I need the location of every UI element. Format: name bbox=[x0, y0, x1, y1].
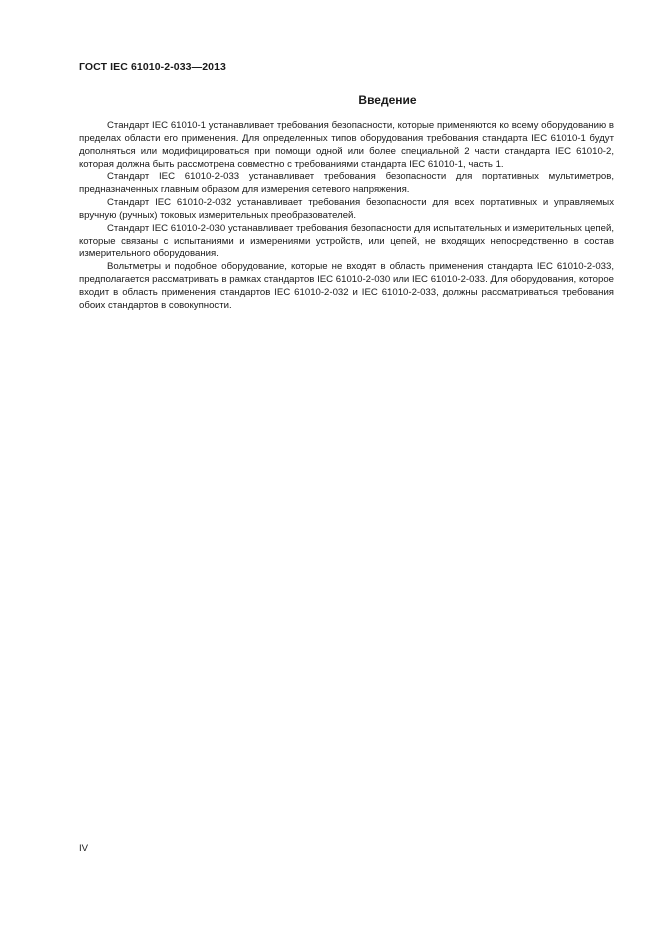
section-title: Введение bbox=[358, 93, 417, 107]
paragraph: Стандарт IEC 61010-2-030 устанавливает требования безопасности для испытательных и измерительных цепей, которые связаны с испытаниями и измерениями устройств, или цепей, не входящих непосредственно в состав измерительного оборудования. bbox=[79, 222, 614, 260]
paragraph: Вольтметры и подобное оборудование, которые не входят в область применения стандарта IEC 61010-2-033, предполагается рассматривать в рамках стандартов IEC 61010-2-030 или IEC 61010-2-033. Для оборудования, которое входит в область применения стандартов IEC 61010-2-032 и IEC 61010-2-033, должны рассматриваться требования обоих стандартов в совокупности. bbox=[79, 261, 614, 311]
paragraph: Стандарт IEC 61010-1 устанавливает требования безопасности, которые применяются ко всему оборудованию в пределах области его применения. Для определенных типов оборудования требования стандарта IEC 61010-1 будут дополняться или модифицироваться при помощи одной или более специальной 2 части стандарта IEC 61010-2, которая должна быть рассмотрена совместно с требованиями стандарта IEC 61010-1, часть 1. bbox=[79, 120, 614, 170]
paragraph: Стандарт IEC 61010-2-033 устанавливает требования безопасности для портативных мультиметров, предназначенных главным образом для измерения сетевого напряжения. bbox=[79, 171, 614, 196]
page-number: IV bbox=[79, 843, 89, 854]
body-text bbox=[79, 120, 614, 313]
paragraph: Стандарт IEC 61010-2-032 устанавливает требования безопасности для всех портативных и управляемых вручную (ручных) токовых измерительных преобразователей. bbox=[79, 197, 614, 221]
document-header: ГОСТ IEC 61010-2-033—2013 bbox=[79, 61, 226, 73]
